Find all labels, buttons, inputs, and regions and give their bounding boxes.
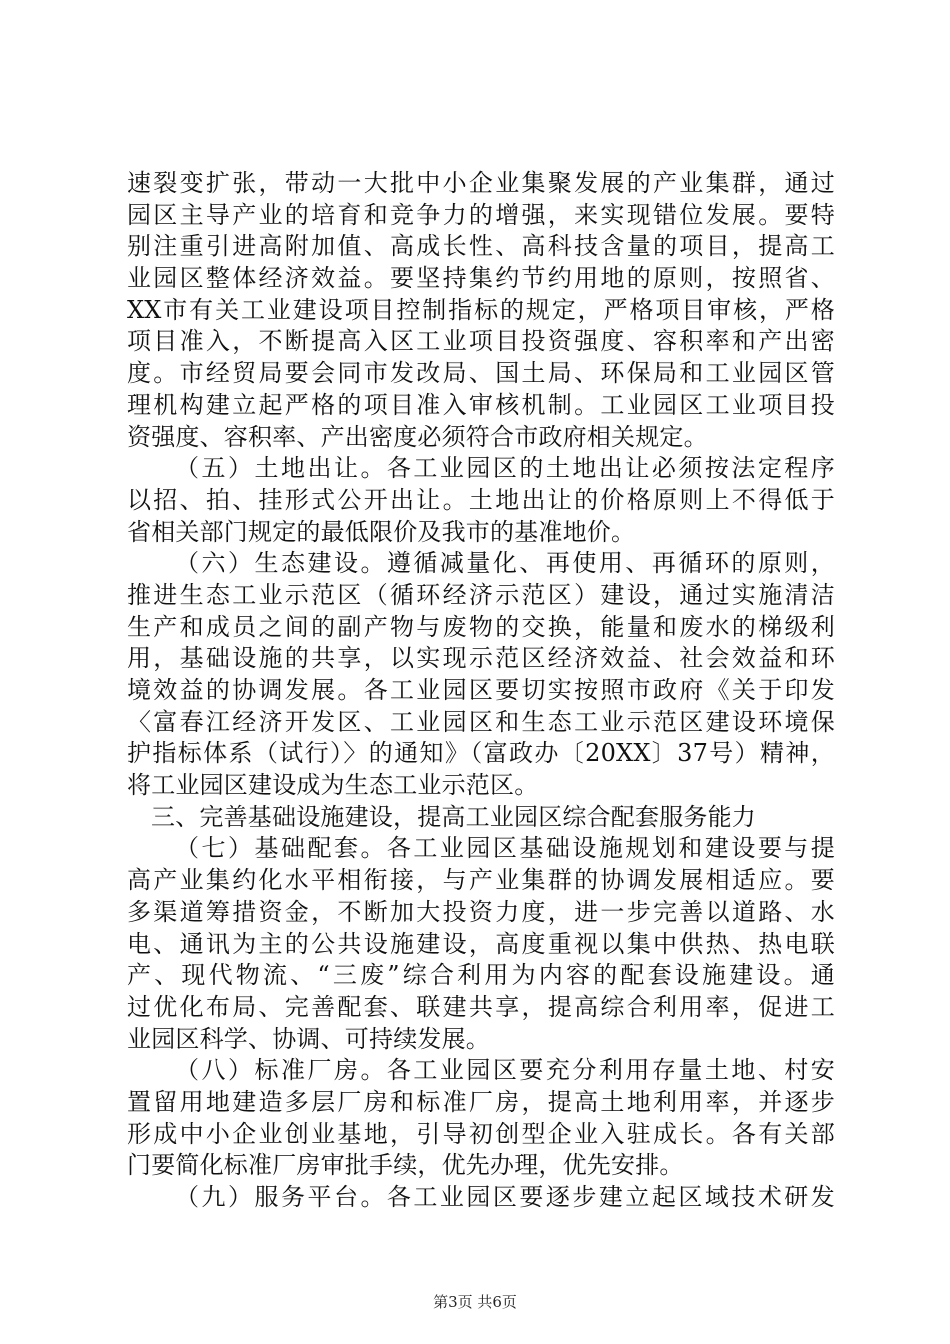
text-line: 〈富春江经济开发区、工业园区和生态工业示范区建设环境保 (127, 707, 835, 736)
text-line: 园区主导产业的培育和竞争力的增强，来实现错位发展。要特 (127, 200, 835, 229)
text-line: （六）生态建设。遵循减量化、再使用、再循环的原则， (175, 549, 835, 578)
text-line: （九）服务平台。各工业园区要逐步建立起区域技术研发 (175, 1183, 835, 1211)
text-line: 速裂变扩张，带动一大批中小企业集聚发展的产业集群，通过 (127, 169, 835, 197)
text-line: 用，基础设施的共享，以实现示范区经济效益、社会效益和环 (127, 644, 835, 673)
text-line: 形成中小企业创业基地，引导初创型企业入驻成长。各有关部 (127, 1119, 835, 1148)
text-line: 别注重引进高附加值、高成长性、高科技含量的项目，提高工 (127, 232, 835, 261)
section-heading: 三、完善基础设施建设，提高工业园区综合配套服务能力 (151, 802, 756, 831)
body-text (127, 168, 835, 1214)
text-line: 推进生态工业示范区（循环经济示范区）建设，通过实施清洁 (127, 580, 835, 609)
text-line: 将工业园区建设成为生态工业示范区。 (127, 771, 539, 800)
text-line: 度。市经贸局要会同市发改局、国土局、环保局和工业园区管 (127, 359, 835, 388)
text-line: （八）标准厂房。各工业园区要充分利用存量土地、村安 (175, 1056, 835, 1085)
text-line: 门要简化标准厂房审批手续，优先办理，优先安排。 (127, 1151, 684, 1180)
text-line: （七）基础配套。各工业园区基础设施规划和建设要与提 (175, 834, 835, 863)
text-line: 产、现代物流、“三废”综合利用为内容的配套设施建设。通 (127, 961, 835, 990)
text-line: 省相关部门规定的最低限价及我市的基准地价。 (127, 517, 636, 546)
text-line: 护指标体系（试行）〉的通知》（富政办〔20XX〕37号）精神， (127, 739, 835, 768)
text-line: 资强度、容积率、产出密度必须符合市政府相关规定。 (127, 422, 708, 451)
text-line: 理机构建立起严格的项目准入审核机制。工业园区工业项目投 (127, 390, 835, 419)
text-line: 项目准入，不断提高入区工业项目投资强度、容积率和产出密 (127, 327, 835, 356)
text-line: 电、通讯为主的公共设施建设，高度重视以集中供热、热电联 (127, 929, 835, 958)
text-line: 境效益的协调发展。各工业园区要切实按照市政府《关于印发 (127, 676, 835, 704)
text-line: 过优化布局、完善配套、联建共享，提高综合利用率，促进工 (127, 992, 835, 1021)
text-line: 高产业集约化水平相衔接，与产业集群的协调发展相适应。要 (127, 866, 835, 895)
text-line: 业园区整体经济效益。要坚持集约节约用地的原则，按照省、 (127, 264, 835, 293)
text-line: 业园区科学、协调、可持续发展。 (127, 1024, 490, 1053)
text-line: 多渠道筹措资金，不断加大投资力度，进一步完善以道路、水 (127, 897, 835, 926)
text-line: 生产和成员之间的副产物与废物的交换，能量和废水的梯级利 (127, 612, 835, 641)
text-line: XX市有关工业建设项目控制指标的规定，严格项目审核，严格 (127, 295, 835, 324)
text-line: 置留用地建造多层厂房和标准厂房，提高土地利用率，并逐步 (127, 1087, 835, 1116)
text-line: （五）土地出让。各工业园区的土地出让必须按法定程序 (175, 454, 835, 483)
page-footer: 第3页 共6页 (433, 1293, 517, 1311)
text-line: 以招、拍、挂形式公开出让。土地出让的价格原则上不得低于 (127, 485, 835, 514)
